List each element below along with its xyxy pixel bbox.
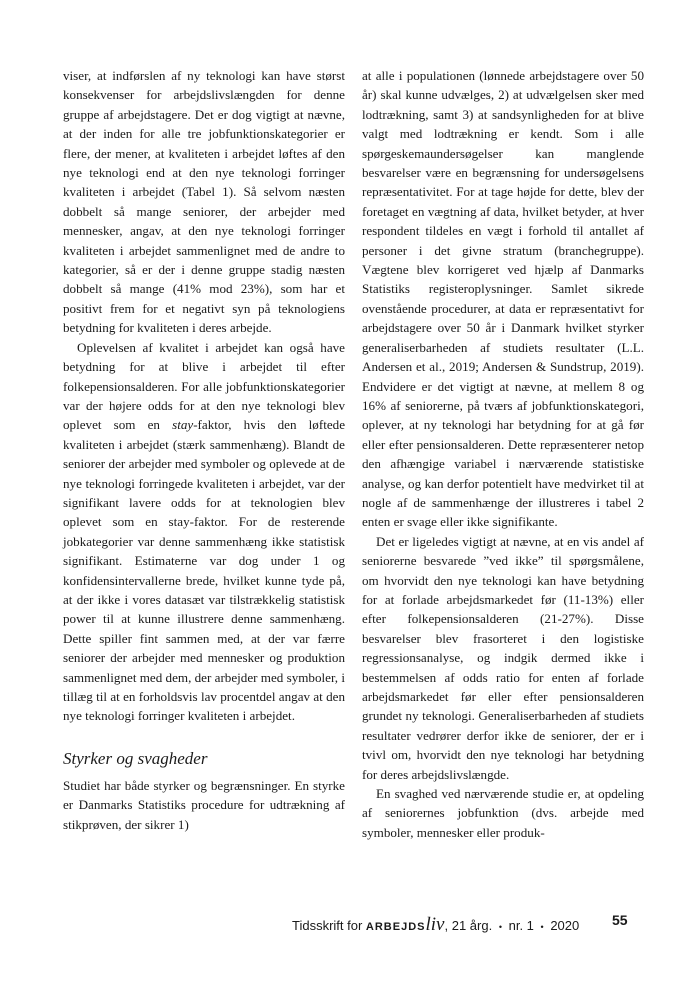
paragraph: Det er ligeledes vigtigt at nævne, at en vis andel af seniorerne besvarede ”ved ikke” til spørgsmålene, om hvorvidt den nye teknologi kan have betydning for at forlade arbejdsmarkedet før (11-13%) eller efter folkepensionsalderen (21-27%). Disse besvarelser blev frasorteret i den logistiske regressionsanalyse, og indgik dermed ikke i bestemmelsen af odds ratio for enten af forlade arbejdsmarkedet før eller efter pensionsalderen grundet ny teknologi. Generaliserbarheden af studiets resultater vedrører derfor ikke de seniorer, der er i tvivl om, hvorvidt den nye teknologi har betydning for deres arbejdslivslængde. <box>362 533 644 782</box>
bullet-separator: • <box>498 921 502 932</box>
right-column <box>362 66 644 842</box>
paragraph: Studiet har både styrker og begrænsninger. En styrke er Danmarks Statistiks procedure for udtrækning af stikprøven, der sikrer 1) <box>63 777 345 832</box>
left-column <box>63 66 345 834</box>
journal-issue: nr. 1 <box>508 918 534 933</box>
paragraph-text: -faktor, hvis den løftede kvaliteten i arbejdet (stærk sammenhæng). Blandt de seniorer der arbejder med symboler og oplevede at de nye teknologi forringede kvaliteten i arbejdet, var der signifikant lavere odds for at teknologien blev oplevet som en stay-faktor. For de resterende jobkategorier var denne sammenhæng ikke statistisk signifikant. Estimaterne var dog under 1 og konfidensintervallerne brede, hvilket kunne tyde på, at der ikke i vores datasæt var tilstrækkelig statistisk power til at kunne illustrere denne sammenhæng. Dette spiller fint sammen med, at der var færre seniorer der arbejder med mennesker og produktion sammenlignet med dem, der arbejder med symboler, i tillæg til at en forholdsvis lav procentdel angav at den nye teknologi forringer kvaliteten i arbejdet. <box>63 417 346 724</box>
page-number: 55 <box>612 912 628 928</box>
journal-volume: , 21 årg. <box>444 918 493 933</box>
paragraph: viser, at indførslen af ny teknologi kan have størst konsekvenser for arbejdslivslængden for denne gruppe af arbejdstagere. Det er dog vigtigt at nævne, at der inden for alle tre jobfunktionskategorier er flere, der mener, at kvaliteten i arbejdet løftes af den nye teknologi end at den nye teknologi forringer kvaliteten i arbejdet (Tabel 1). Så selvom næsten dobbelt så mange seniorer, der arbejder med mennesker, angav, at den nye teknologi forringer kvaliteten i arbejdet sammenlignet med de andre to kategorier, så er der i denne gruppe stadig næsten dobbelt så mange (41% mod 23%), som har et positivt frem for et negativt syn på teknologiens betydning for kvaliteten i deres arbejde. <box>63 68 345 336</box>
section-heading: Styrker og svagheder <box>63 748 208 768</box>
paragraph: En svaghed ved nærværende studie er, at opdeling af seniorernes jobfunktion (dvs. arbejde med symboler, mennesker eller produk- <box>362 786 644 840</box>
paragraph <box>63 338 345 726</box>
journal-caps: ARBEJDS <box>365 921 426 933</box>
bullet-separator: • <box>540 921 544 932</box>
journal-prefix: Tidsskrift for <box>292 918 366 933</box>
page-footer <box>292 914 642 936</box>
paragraph-text: Oplevelsen af kvalitet i arbejdet kan også have betydning for at blive i arbejdet til efter folkepensionsalderen. For alle jobfunktionskategorier var der højere odds for at den nye teknologi blev oplevet som en <box>63 339 345 433</box>
journal-script: liv <box>425 914 445 935</box>
paragraph: at alle i populationen (lønnede arbejdstagere over 50 år) skal kunne udvælges, 2) at udvælgelsen sker med lodtrækning, samt 3) at sandsynligheden for at blive valgt med lodtrækning er kendt. Som i alle spørgeskemaundersøgelser kan manglende besvarelser være en begrænsning for undersøgelsens repræsentativitet. For at tage højde for dette, blev der foretaget en vægtning af data, hvilket betyder, at hver respondent tildeles en vægt i forhold til antallet af personer i det givne stratum (branchegruppe). Vægtene blev korrigeret ved hjælp af Danmarks Statistiks registeroplysninger. Samlet sikrede ovenstående procedurer, at data er repræsentativt for arbejdstagere over 50 år i Danmark hvilket styrker generaliserbarheden af studiets resultater (L.L. Andersen et al., 2019; Andersen & Sundstrup, 2019). Endvidere er det vigtigt at nævne, at mellem 8 og 16% af seniorerne, på tværs af jobfunktionskategori, oplever, at ny teknologi har betydning for at gå før eller efter pensionsalderen. Dette repræsenterer netop den afhængige variabel i nærværende statistiske analyse, og kan derfor potentielt have medvirket til at nogle af de sammenhænge der illustreres i tabel 2 enten er svage eller ikke signifikante. <box>362 68 644 530</box>
journal-year: 2020 <box>550 918 580 933</box>
italic-term: stay <box>172 417 194 433</box>
